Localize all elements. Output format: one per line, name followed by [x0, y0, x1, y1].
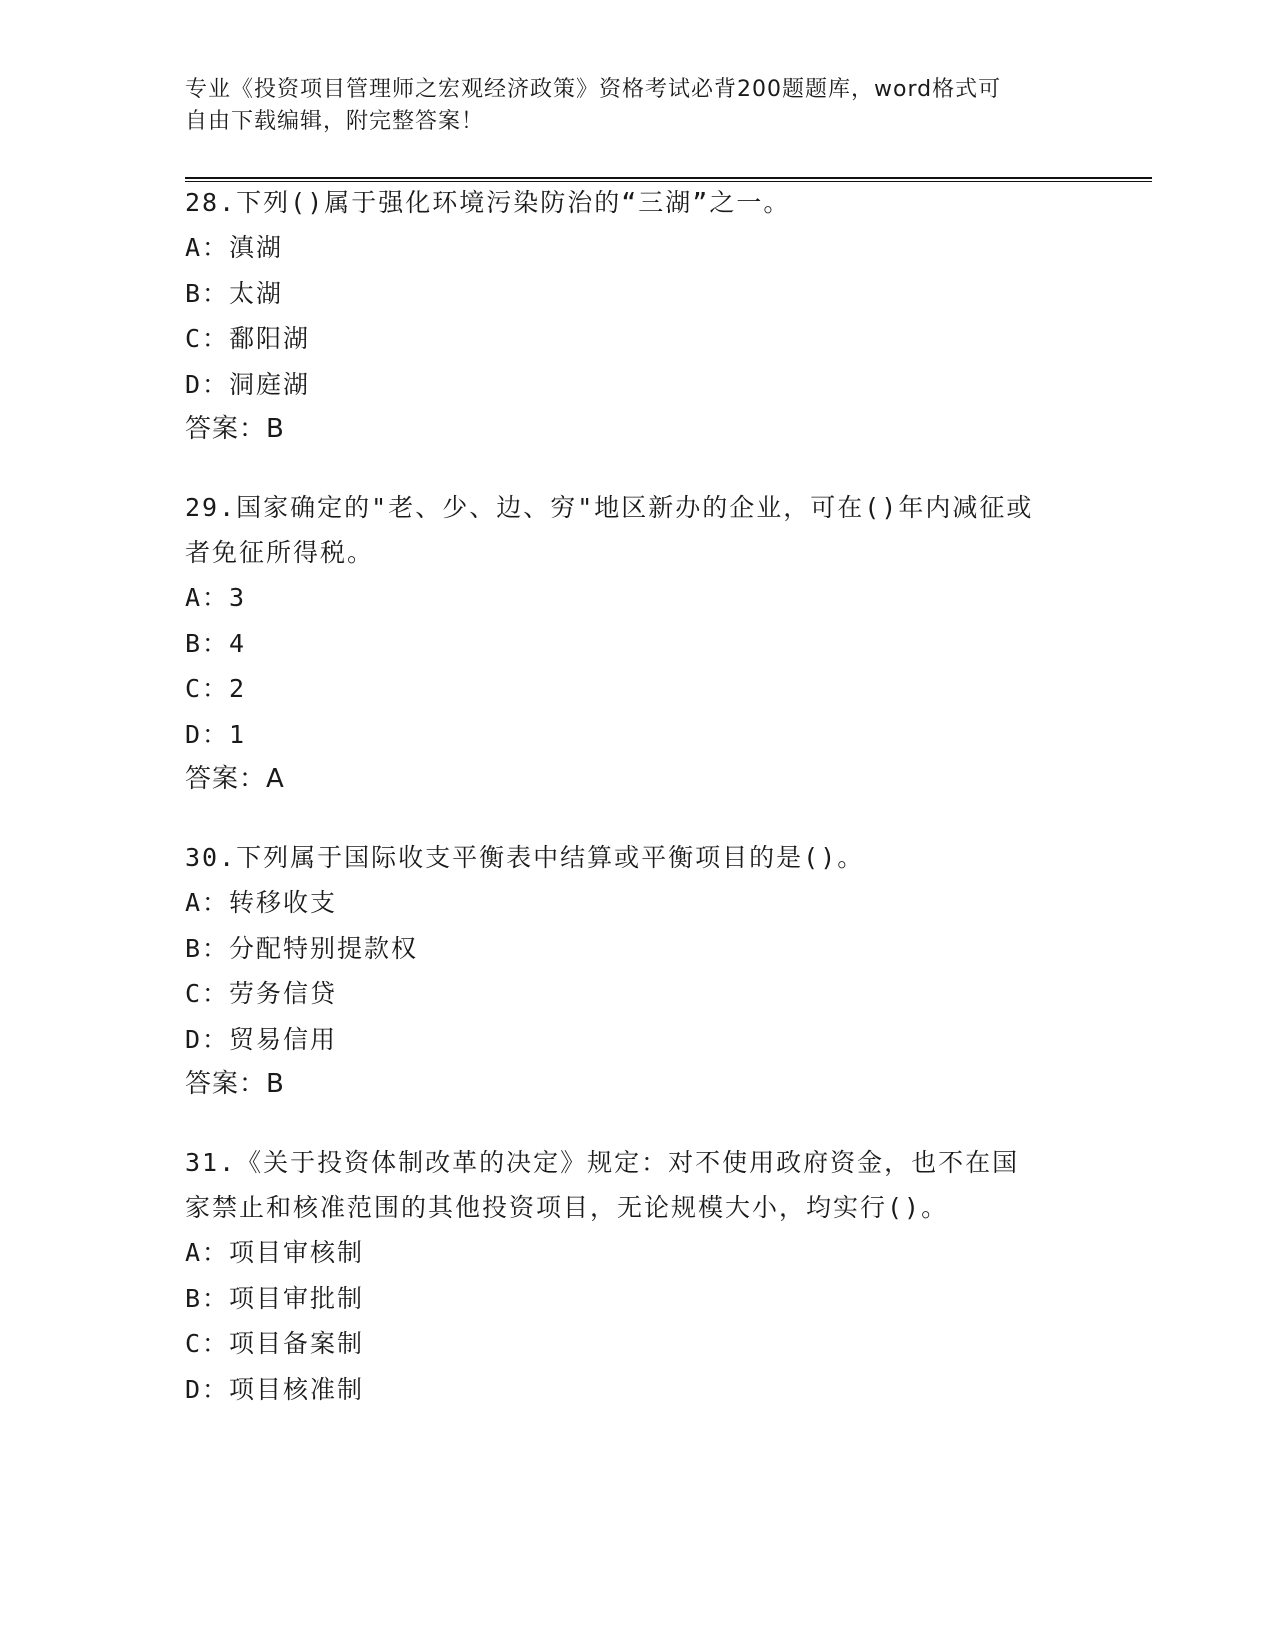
- option-a: A：项目审核制: [185, 1238, 365, 1267]
- question-stem: 31.《关于投资体制改革的决定》规定：对不使用政府资金，也不在国 家禁止和核准范围的其他投资项目，无论规模大小，均实行()。: [185, 1148, 1020, 1222]
- option-d: D：洞庭湖: [185, 369, 311, 399]
- question-28: [185, 180, 1085, 453]
- answer: 答案：A: [185, 764, 285, 794]
- question-stem: 29.国家确定的"老、少、边、穷"地区新办的企业，可在()年内减征或 者免征所得税。: [185, 493, 1034, 567]
- option-c: C：项目备案制: [185, 1329, 365, 1358]
- option-b: B：分配特别提款权: [185, 933, 419, 963]
- answer: 答案：B: [185, 414, 285, 444]
- option-b: B：项目审批制: [185, 1283, 365, 1313]
- question-29: [185, 485, 1085, 803]
- question-30: [185, 835, 1085, 1108]
- option-a: A：3: [185, 583, 247, 612]
- question-stem: 30.下列属于国际收支平衡表中结算或平衡项目的是()。: [185, 843, 865, 872]
- question-31: [185, 1140, 1085, 1412]
- option-c: C：鄱阳湖: [185, 324, 311, 353]
- option-a: A：滇湖: [185, 233, 284, 262]
- option-c: C：劳务信贷: [185, 979, 338, 1008]
- question-stem: 28.下列()属于强化环境污染防治的“三湖”之一。: [185, 188, 791, 217]
- option-a: A：转移收支: [185, 888, 338, 917]
- option-d: D：1: [185, 719, 247, 749]
- option-c: C：2: [185, 674, 247, 703]
- option-b: B：4: [185, 628, 247, 658]
- option-b: B：太湖: [185, 278, 284, 308]
- option-d: D：项目核准制: [185, 1374, 365, 1404]
- option-d: D：贸易信用: [185, 1024, 338, 1054]
- document-header: 专业《投资项目管理师之宏观经济政策》资格考试必背200题题库，word格式可 自由下载编辑，附完整答案！: [185, 77, 1002, 134]
- answer: 答案：B: [185, 1069, 285, 1099]
